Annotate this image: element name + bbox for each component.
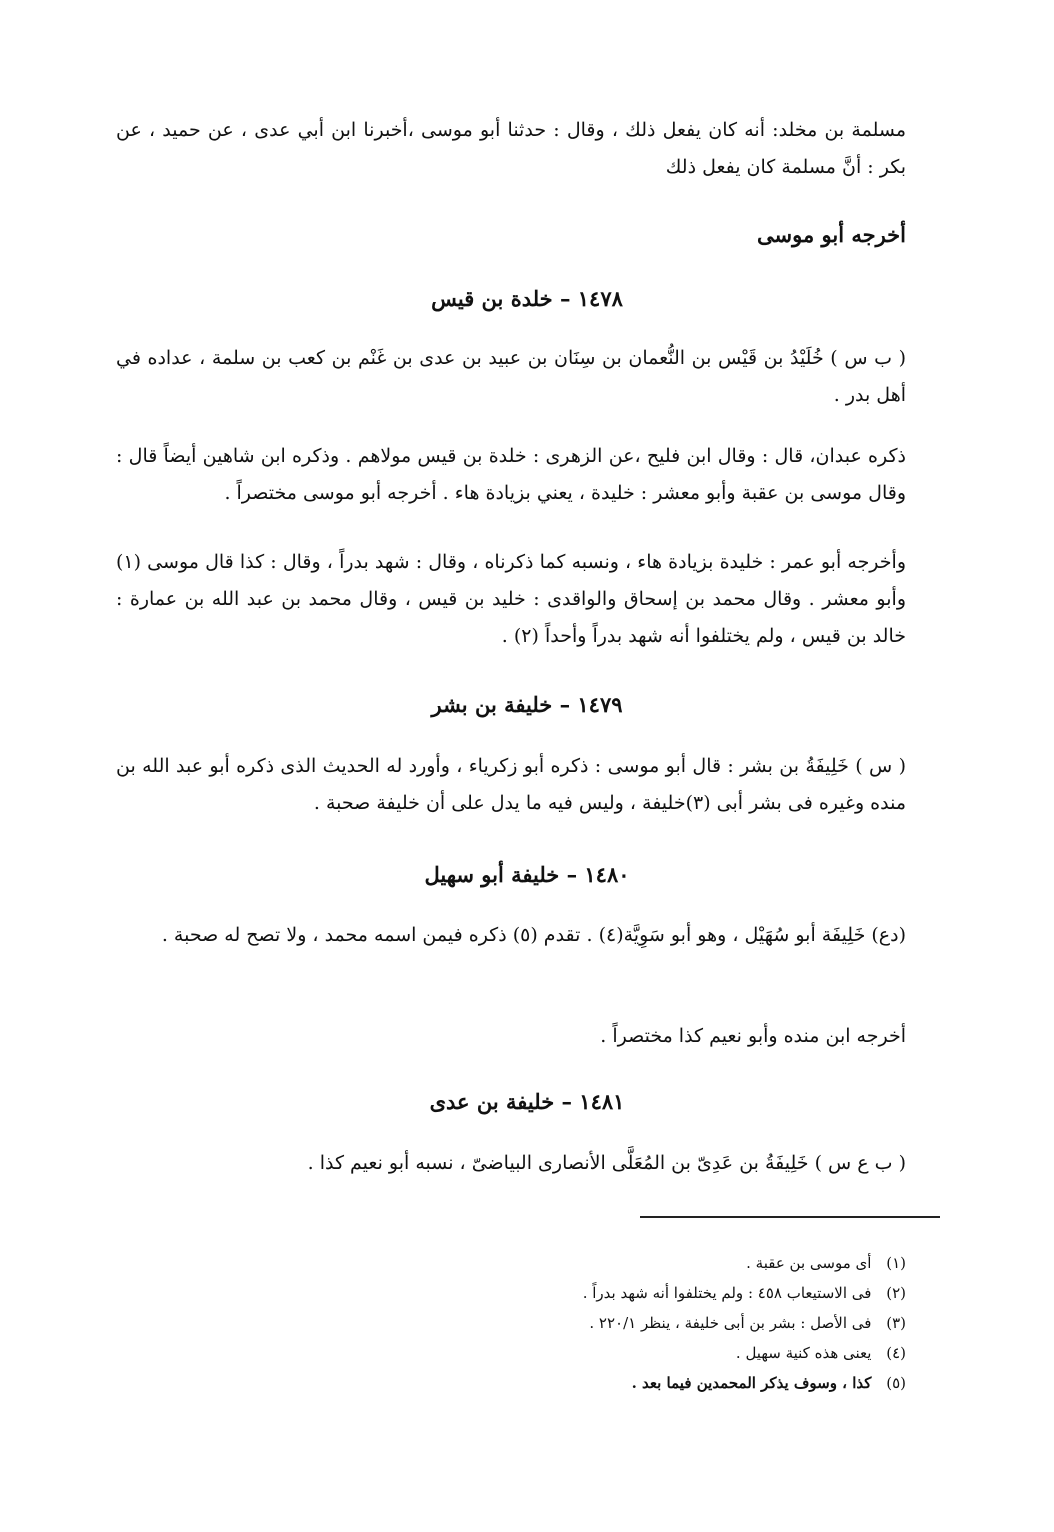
entry-heading-1479: ١٤٧٩ – خليفة بن بشر (431, 692, 623, 717)
entry-1478-paragraph-2: ذكره عبدان، قال : وقال ابن فليح ،عن الزهرى : خلدة بن قيس مولاهم . وذكره ابن شاهين أيضاً قال : وقال موسى بن عقبة وأبو معشر : خليدة ، يعني بزيادة هاء . أخرجه أبو موسى مختصراً . (116, 445, 906, 504)
footnotes (306, 1248, 906, 1398)
footnote-text: يعنى هذه كنية سهيل . (735, 1344, 872, 1362)
intro-closing: أخرجه أبو موسى (757, 222, 906, 247)
footnote-number: (٥) (886, 1374, 906, 1392)
footnote-2 (306, 1278, 906, 1308)
footnote-text: أى موسى بن عقبة . (746, 1254, 872, 1272)
footnote-divider (640, 1216, 940, 1218)
entry-heading-1481: ١٤٨١ – خليفة بن عدى (429, 1089, 625, 1114)
entry-1481-paragraph-1: ( ب ع س ) خَلِيفَةُ بن عَدِىّ بن المُعَلَّى الأنصارى البياضىّ ، نسبه أبو نعيم كذا . (307, 1152, 906, 1174)
entry-1480-paragraph-1: (دع) خَلِيفَة أبو سُهَيْل ، وهو أبو سَوِيَّة(٤) . تقدم (٥) ذكره فيمن اسمه محمد ، ولا تصح له صحبة . (161, 924, 906, 946)
footnote-text: فى الأصل : بشر بن أبى خليفة ، ينظر ٢٢٠/١ . (589, 1314, 872, 1332)
entry-1478-paragraph-1: ( ب س ) خُلَيْدُ بن قَيْس بن النُّعمان بن سِنَان بن عبيد بن عدى بن غَنْم بن كعب بن سلمة ، عداده في أهل بدر . (116, 347, 906, 406)
entry-heading-1478: ١٤٧٨ – خلدة بن قيس (431, 286, 623, 311)
footnote-number: (٤) (886, 1344, 906, 1362)
entry-heading-1480: ١٤٨٠ – خليفة أبو سهيل (424, 862, 630, 887)
footnote-text: كذا ، وسوف يذكر المحمدين فيما بعد . (631, 1374, 872, 1392)
intro-paragraph (116, 112, 906, 186)
intro-text: مسلمة بن مخلد: أنه كان يفعل ذلك ، وقال : حدثنا أبو موسى ،أخبرنا ابن أبي عدى ، عن حميد ، عن بكر : أنَّ مسلمة كان يفعل ذلك (116, 119, 906, 178)
entry-1479-paragraph-1: ( س ) خَلِيفَةُ بن بشر : قال أبو موسى : ذكره أبو زكرياء ، وأورد له الحديث الذى ذكره أبو عبد الله بن منده وغيره فى بشر أبى (٣)خليفة ، وليس فيه ما يدل على أن خليفة صحبة . (116, 755, 906, 814)
footnote-text: فى الاستيعاب ٤٥٨ : ولم يختلفوا أنه شهد بدراً . (582, 1284, 872, 1302)
footnote-number: (١) (886, 1254, 906, 1272)
entry-1480-paragraph-2: أخرجه ابن منده وأبو نعيم كذا مختصراً . (600, 1025, 906, 1047)
footnote-number: (٣) (886, 1314, 906, 1332)
footnote-number: (٢) (886, 1284, 906, 1302)
entry-1478-paragraph-3: وأخرجه أبو عمر : خليدة بزيادة هاء ، ونسبه كما ذكرناه ، وقال : شهد بدراً ، وقال : كذا قال موسى (١) وأبو معشر . وقال محمد بن إسحاق والواقدى : خليد بن قيس ، وقال محمد بن عبد الله بن عمارة : خالد بن قيس ، ولم يختلفوا أنه شهد بدراً وأحداً (٢) . (116, 551, 906, 647)
footnote-4 (306, 1338, 906, 1368)
footnote-5 (306, 1368, 906, 1398)
footnote-1 (306, 1248, 906, 1278)
footnote-3 (306, 1308, 906, 1338)
